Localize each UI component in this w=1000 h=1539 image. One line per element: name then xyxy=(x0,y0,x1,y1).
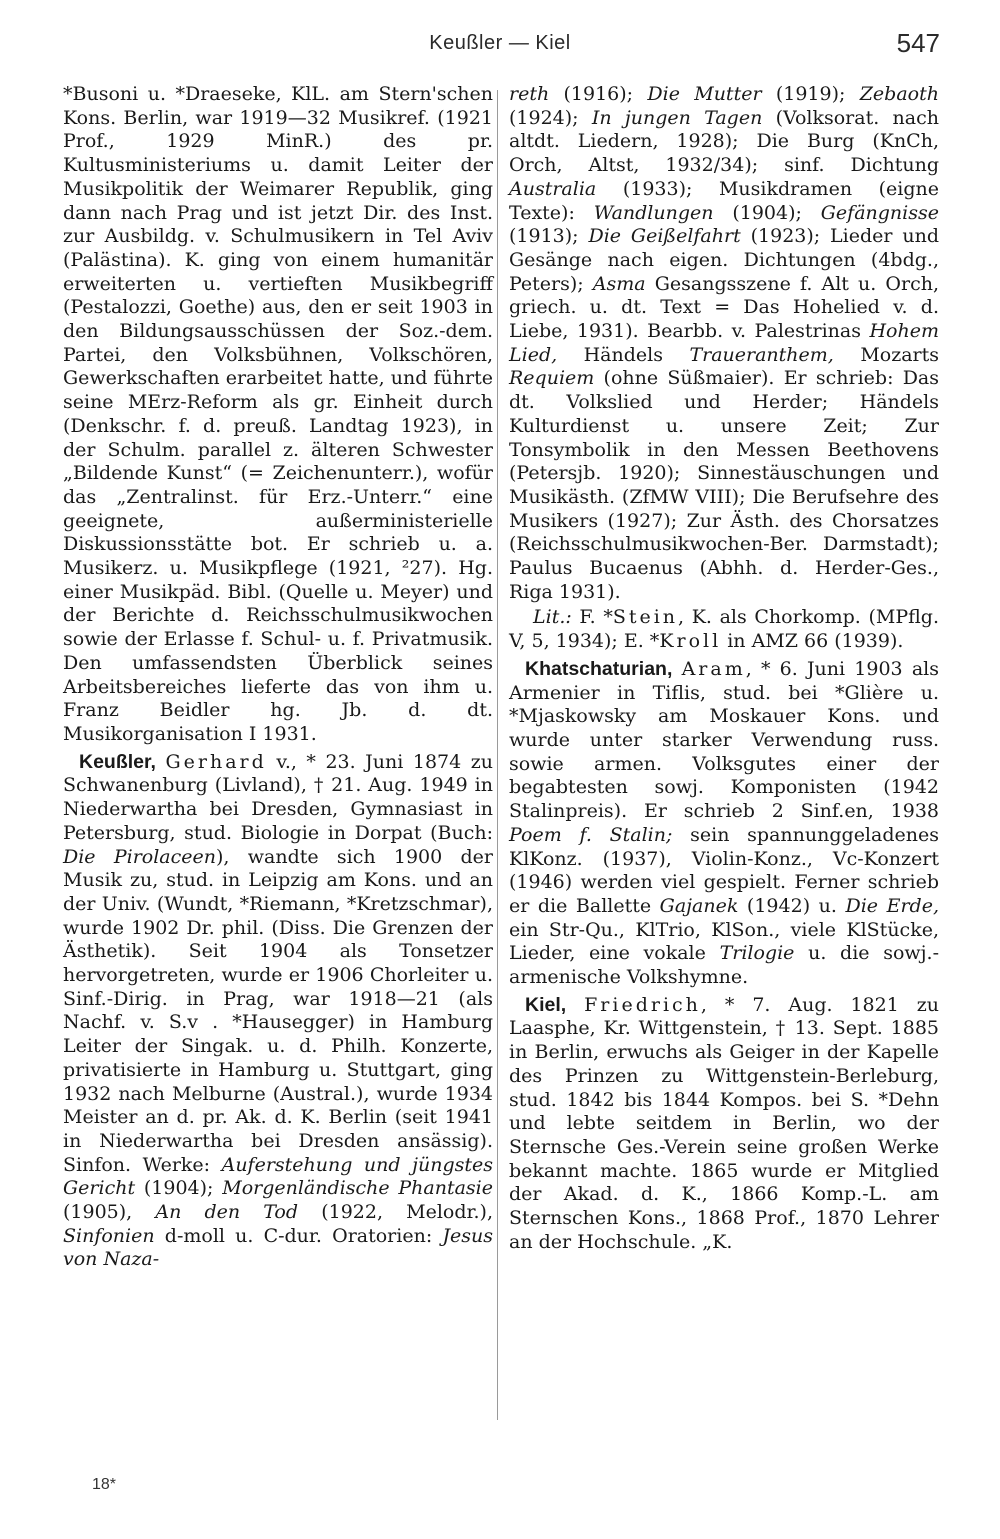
entry-text: ein Str-Qu., KlTrio, KlSon., viele KlStücke, Lieder, eine vokale xyxy=(509,918,939,965)
work-title: Morgenländische Phantasie xyxy=(222,1177,493,1200)
work-title: Poem f. Stalin; xyxy=(509,823,673,846)
entry-text: Mozarts xyxy=(860,343,940,366)
entry-text: (ohne Süßmaier). Er schrieb: Das dt. Volkslied und Herder; Händels Kulturdienst u. unsere Zeit; Zur Tonsymbolik in den Messen Beethovens (Petersjb. 1920); Sinnestäuschungen und Musikästh. (ZfMW VIII); Die Berufsehre des Musikers (1927); Zur Ästh. des Chorsatzes (Reichsschulmusikwochen-Ber. Darmstadt); Paulus Bucaenus (Abhh. d. Herder-Ges., Riga 1931). xyxy=(509,367,939,603)
entry-text: (1913); xyxy=(509,225,579,248)
work-title: Australia xyxy=(509,177,597,200)
entry-text: (1923); Lieder und Gesänge nach eigen. Dichtungen (4bdg., Peters); xyxy=(509,225,939,295)
work-title: Trilogie xyxy=(719,942,795,965)
entry-text: (Volksorat. nach altdt. Liedern, 1928); Die Burg (KnCh, Orch, Altst, 1932/34); sinf. Dichtung xyxy=(509,106,939,177)
entry-text: (1933); Musikdramen (eigne Texte): xyxy=(509,177,939,224)
given-name: Friedrich xyxy=(584,993,701,1016)
entry-kiel xyxy=(509,994,939,1255)
entry-text: (1905), xyxy=(63,1201,133,1224)
page-number: 547 xyxy=(896,28,940,58)
work-title: Die Pirolaceen xyxy=(63,845,216,868)
entry-text: , K. als Chorkomp. (MPflg. V, 5, 1934); E. * xyxy=(509,606,939,653)
lit-author: Kroll xyxy=(659,630,722,653)
column-divider xyxy=(497,90,498,1420)
entry-text: , * 6. Juni 1903 als Armenier in Tiflis, stud. bei *Glière u. *Mjaskowsky am Moskauer Kons. und wurde unter starker Verwendung russ. sowie armen. Volksgutes einer der begabtesten sowj. Komponisten (1942 Stalinpreis). Er schrieb 2 Sinf.en, 1938 xyxy=(509,657,939,823)
entry-text: v., * 23. Juni 1874 zu Schwanenburg (Livland), † 21. Aug. 1949 in Niederwartha bei Dresden, Gymnasiast in Petersburg, stud. Biologie in Dorpat (Buch: xyxy=(63,750,493,844)
work-title: Asma xyxy=(592,272,646,295)
entry-text: sein spannunggeladenes KlKonz. (1937), Violin-Konz., Vc-Konzert (1946) werden viel gespielt. Ferner schrieb er die Ballette xyxy=(509,823,939,917)
work-title: Zebaoth xyxy=(859,83,939,105)
work-title: Wandlungen xyxy=(593,201,714,224)
literature-note xyxy=(509,606,939,653)
work-title: Jesus von Naza- xyxy=(63,1224,493,1271)
entry-keussler-continued xyxy=(509,83,939,604)
work-title: Hohem Lied, xyxy=(509,320,939,366)
lit-author: Stein xyxy=(612,606,679,629)
headword: Khatschaturian, xyxy=(525,657,673,680)
lit-label: Lit.: xyxy=(533,606,572,629)
work-title: Traueranthem, xyxy=(689,343,834,366)
entry-khatschaturian xyxy=(509,658,939,990)
given-name: Aram xyxy=(681,657,746,680)
entry-text: (1916); xyxy=(563,83,634,105)
right-column xyxy=(509,83,939,1254)
page-header xyxy=(60,26,940,66)
work-title: Requiem xyxy=(509,367,595,390)
headword: Kiel, xyxy=(525,993,567,1016)
entry-text: Händels xyxy=(583,343,663,366)
headword: Keußler, xyxy=(79,750,156,773)
work-title: Gefängnisse xyxy=(820,201,939,224)
work-title: reth xyxy=(509,83,550,105)
entry-text: (1922, Melodr.), xyxy=(321,1201,493,1224)
entry-keussler xyxy=(63,751,493,1272)
entry-text: (1942) u. xyxy=(746,894,837,917)
continuation-paragraph: *Busoni u. *Draeseke, KlL. am Stern'schen Kons. Berlin, war 1919—32 Musikref. (1921 Prof., 1929 MinR.) des pr. Kultusministeriums u. damit Leiter der Musikpolitik der Weimarer Republik, ging dann nach Prag und ist jetzt Dir. des Inst. zur Ausbildg. v. Schulmusikern in Tel Aviv (Palästina). K. ging von einem humanitär erweiterten u. vertieften Musikbegriff (Pestalozzi, Goethe) aus, den er seit 1903 in den Bildungsausschüssen der Soz.-dem. Partei, den Volksbühnen, Volkschören, Gewerkschaften erarbeitet hatte, und führte seine MErz-Reform als gr. Einheit durch (Denkschr. f. d. preuß. Landtag 1923), in der Schulm. parallel z. älteren Schwester „Bildende Kunst“ (= Zeichenunterr.), wofür das „Zentralinst. für Erz.-Unterr.“ eine geeignete, außerministerielle Diskussionsstätte bot. Er schrieb u. a. Musikerz. u. Musikpflege (1921, ²27). Hg. einer Musikpäd. Bibl. (Quelle u. Meyer) und der Berichte d. Reichsschulmusikwochen sowie der Erlasse f. Schul- u. f. Privatmusik. Den umfassendsten Überblick seines Arbeitsbereiches lieferte das von ihm u. Franz Beidler hg. Jb. d. dt. Musikorganisation I 1931. xyxy=(63,83,493,745)
entry-text: (1924); xyxy=(509,106,579,129)
entry-text: Gesangsszene f. Alt u. Orch, griech. u. dt. Text = Das Hohelied v. d. Liebe, 1931). Bearbb. v. Palestrinas xyxy=(509,272,939,343)
entry-text: d-moll u. C-dur. Oratorien: xyxy=(164,1224,433,1247)
entry-text: in AMZ 66 (1939). xyxy=(727,630,904,653)
work-title: An den Tod xyxy=(155,1201,299,1224)
work-title: Auferstehung und jüngstes Gericht xyxy=(63,1153,493,1200)
entry-text: u. die sowj.-armenische Volkshymne. xyxy=(509,942,940,989)
running-head: Keußler — Kiel xyxy=(429,32,571,54)
work-title: Gajanek xyxy=(659,894,739,917)
entry-text: ), wandte sich 1900 der Musik zu, stud. in Leipzig am Kons. und an der Univ. (Wundt, *Riemann, *Kretzschmar), wurde 1902 Dr. phil. (Diss. Die Grenzen der Ästhetik). Seit 1904 als Tonsetzer hervorgetreten, wurde er 1906 Chorleiter u. Sinf.-Dirig. in Prag, war 1918—21 (als Nachf. v. S.v . *Hausegger) in Hamburg Leiter der Singak. u. d. Philh. Konzerte, privatisierte in Hamburg u. Stuttgart, ging 1932 nach Melburne (Austral.), wurde 1934 Meister an d. pr. Ak. d. K. Berlin (seit 1941 in Niederwartha bei Dresden ansässig). Sinfon. Werke: xyxy=(63,845,494,1176)
entry-text: F. * xyxy=(579,606,613,629)
signature-mark: 18* xyxy=(92,1476,117,1493)
entry-text: (1919); xyxy=(775,83,846,105)
work-title: Die Mutter xyxy=(647,83,762,105)
entry-text: (1904); xyxy=(143,1177,214,1200)
left-column xyxy=(63,83,493,1272)
work-title: Die Erde, xyxy=(845,894,939,917)
work-title: In jungen Tagen xyxy=(591,106,763,129)
entry-text: (1904); xyxy=(732,201,802,224)
work-title: Die Geißelfahrt xyxy=(588,225,741,248)
given-name: Gerhard xyxy=(165,750,267,773)
entry-text: , * 7. Aug. 1821 zu Laasphe, Kr. Wittgenstein, † 13. Sept. 1885 in Berlin, erwuchs als Geiger in der Kapelle des Prinzen zu Wittgenstein-Berleburg, stud. 1842 bis 1844 Kompos. bei S. *Dehn und lebte seitdem in Berlin, wo der Sternsche Ges.-Verein seine großen Werke bekannt machte. 1865 wurde er Mitglied der Akad. d. K., 1866 Komp.-L. am Sternschen Kons., 1868 Prof., 1870 Lehrer an der Hochschule. „K. xyxy=(509,993,939,1253)
work-title: Sinfonien xyxy=(63,1224,155,1247)
